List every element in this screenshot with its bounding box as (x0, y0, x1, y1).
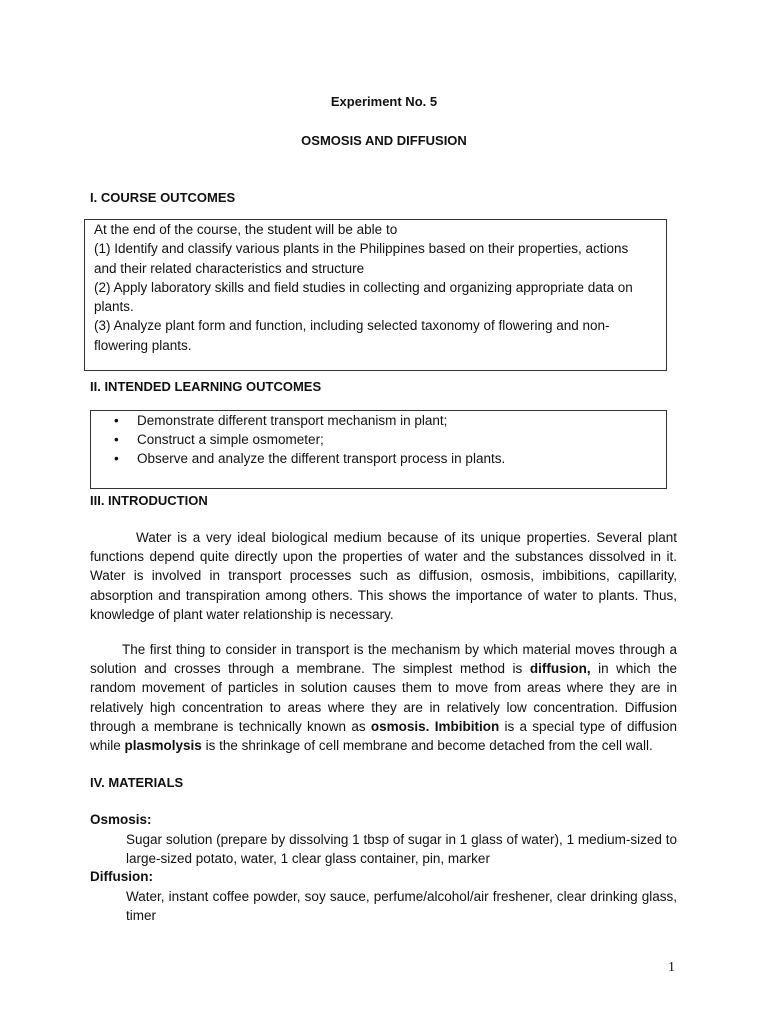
osmosis-label: Osmosis: (90, 812, 152, 827)
intended-outcomes-heading: II. INTENDED LEARNING OUTCOMES (90, 379, 322, 394)
course-outcome-line: and their related characteristics and structure (94, 260, 365, 276)
experiment-number: Experiment No. 5 (330, 94, 438, 109)
term-osmosis: osmosis. (370, 718, 430, 734)
materials-heading: IV. MATERIALS (90, 775, 184, 790)
course-outcomes-box (84, 219, 667, 371)
term-imbibition: Imbibition (434, 718, 500, 734)
intended-outcomes-box (90, 410, 667, 489)
diffusion-label: Diffusion: (90, 869, 153, 884)
intended-outcomes-list (91, 411, 666, 468)
term-plasmolysis: plasmolysis (124, 738, 202, 754)
introduction-paragraph-2: The first thing to consider in transport is the mechanism by which material moves through a solution and crosses through a membrane. The simplest method is diffusion, in which the random movement of particles in solution causes them to move from areas where they are in relatively high concentration to areas where they are in relatively low concentration. Diffusion through a membrane is technically known as osmosis. Imbibition is a special type of diffusion while plasmolysis is the shrinkage of cell membrane and become detached from the cell wall. (90, 642, 677, 754)
course-outcome-line: plants. (94, 299, 134, 315)
course-outcomes-heading: I. COURSE OUTCOMES (90, 190, 236, 205)
diffusion-materials: Water, instant coffee powder, soy sauce, perfume/alcohol/air freshener, clear drinking glass, timer (126, 889, 677, 924)
course-outcome-line: (2) Apply laboratory skills and field studies in collecting and organizing appropriate data on (94, 279, 633, 295)
introduction-heading: III. INTRODUCTION (90, 493, 208, 508)
osmosis-materials: Sugar solution (prepare by dissolving 1 tbsp of sugar in 1 glass of water), 1 medium-sized to large-sized potato, water, 1 clear glass container, pin, marker (126, 832, 677, 867)
page-number: 1 (668, 960, 675, 975)
course-outcome-line: (1) Identify and classify various plants in the Philippines based on their properties, actions (94, 241, 629, 257)
page-title: OSMOSIS AND DIFFUSION (301, 133, 467, 148)
introduction-paragraph-1: Water is a very ideal biological medium because of its unique properties. Several plant functions depend quite directly upon the properties of water and the substances dissolved in it. Water is involved in transport processes such as diffusion, osmosis, imbibitions, capillarity, absorption and transpiration among others. This shows the importance of water to plants. Thus, knowledge of plant water relationship is necessary. (90, 530, 677, 622)
list-item: • Construct a simple osmometer; (91, 430, 666, 449)
course-outcome-line: At the end of the course, the student will be able to (94, 222, 398, 237)
course-outcome-line: flowering plants. (94, 337, 192, 353)
list-item: • Observe and analyze the different transport process in plants. (91, 449, 666, 468)
list-item: • Demonstrate different transport mechanism in plant; (91, 411, 666, 430)
term-diffusion: diffusion, (529, 661, 591, 677)
course-outcome-line: (3) Analyze plant form and function, including selected taxonomy of flowering and non- (94, 318, 610, 334)
